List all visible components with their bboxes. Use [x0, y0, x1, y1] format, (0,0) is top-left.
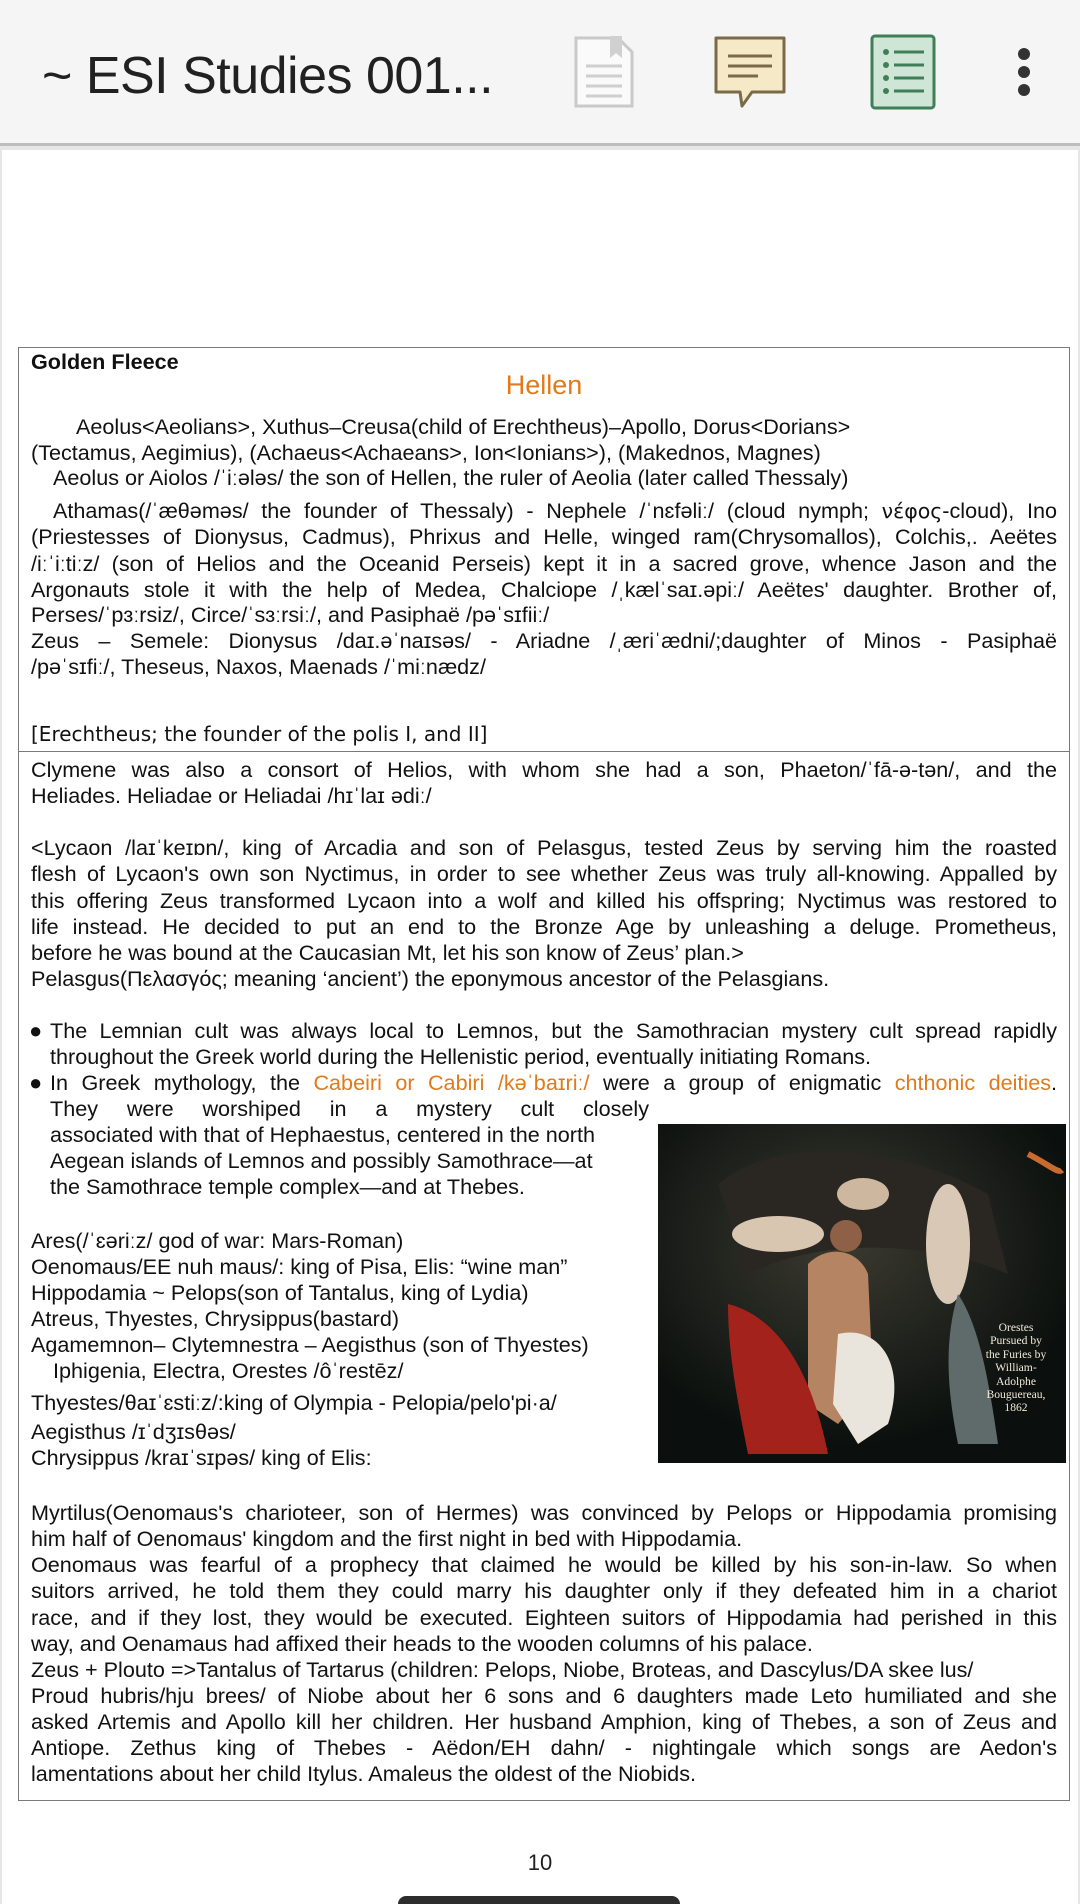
chthonic-deities-link[interactable]: chthonic deities [894, 1070, 1052, 1095]
text-line: Oenomaus was fearful of a prophecy that claimed he would be killed by his son-in-law. So when [31, 1552, 1057, 1577]
text-line: (Priestesses of Dionysus, Cadmus), Phrixus and Helle, winged ram(Chrysomallos), Colchis,. Aeëtes [31, 524, 1057, 549]
text-line: Antiope. Zethus king of Thebes - Aëdon/EH dahn/ - nightingale which songs are Aedon's [31, 1735, 1057, 1760]
text-line: Hippodamia ~ Pelops(son of Tantalus, king of Lydia) [31, 1280, 529, 1305]
more-options-icon[interactable] [1004, 32, 1044, 112]
text-line: before he was bound at the Caucasian Mt, let his son know of Zeus’ plan.> [31, 940, 744, 965]
text-line: Oenomaus/EE nuh maus/: king of Pisa, Elis: “wine man” [31, 1254, 568, 1279]
text-line: Aeolus or Aiolos /ˈiːələs/ the son of Hellen, the ruler of Aeolia (later called Thessaly) [53, 465, 849, 490]
text-line: Iphigenia, Electra, Orestes /ôˈrestēz/ [53, 1358, 404, 1383]
painting-caption [974, 1321, 1058, 1415]
comment-icon[interactable] [712, 32, 788, 112]
text-line: Thyestes/θaɪˈɛstiːz/:king of Olympia - Pelopia/pelo'pi·a/ [31, 1390, 557, 1415]
bottom-sheet-handle[interactable] [398, 1896, 680, 1904]
caption-line: Orestes [998, 1321, 1034, 1334]
cabeiri-link[interactable]: Cabeiri or Cabiri /kəˈbaɪriː/ [313, 1070, 590, 1095]
text-line: flesh of Lycaon's own son Nyctimus, in order to see whether Zeus was truly all-knowing. Appalled by [31, 861, 1057, 886]
text-line: suitors arrived, he told them they could marry his daughter only if they defeated him in a chariot [31, 1578, 1057, 1603]
text-line: Atreus, Thyestes, Chrysippus(bastard) [31, 1306, 400, 1331]
table-divider [19, 751, 1069, 752]
text-line: They were worshiped in a mystery cult closely [50, 1096, 649, 1121]
text-line: Myrtilus(Oenomaus's charioteer, son of Hermes) was convinced by Pelops or Hippodamia promising [31, 1500, 1057, 1525]
text-line: Clymene was also a consort of Helios, with whom she had a son, Phaeton/ˈfā-ə-tən/, and the [31, 757, 1057, 782]
text-line: Proud hubris/hju brees/ of Niobe about her 6 sons and 6 daughters made Leto humiliated and she [31, 1683, 1057, 1708]
text-line: life instead. He decided to put an end to the Bronze Age by unleashing a deluge. Prometheus, [31, 914, 1057, 939]
text-line: Argonauts stole it with the help of Medea, Chalciope /ˌkælˈsaɪ.əpiː/ Aeëtes' daughter. Brother of, [31, 577, 1057, 602]
painting-image [658, 1124, 1066, 1463]
text-line: this offering Zeus transformed Lycaon into a wolf and killed his offspring; Nyctimus was restored to [31, 888, 1057, 913]
text-line: asked Artemis and Apollo kill her children. Her husband Amphion, king of Thebes, a son of Zeus and [31, 1709, 1057, 1734]
text-line: him half of Oenomaus' kingdom and the first night in bed with Hippodamia. [31, 1526, 743, 1551]
text-line: lamentations about her child Itylus. Amaleus the oldest of the Niobids. [31, 1761, 696, 1786]
text-line: Athamas(/ˈæθəməs/ the founder of Thessaly) - Nephele /ˈnɛfəliː/ (cloud nymph; νέφος-cloud), Ino [53, 498, 1057, 523]
document-title[interactable]: ~ ESI Studies 001... [42, 47, 494, 105]
text-line: Perses/ˈpɜːrsiz/, Circe/ˈsɜːrsiː/, and Pasiphaë /pəˈsɪfiiː/ [31, 602, 550, 627]
text-line: <Lycaon /laɪˈkeɪɒn/, king of Arcadia and son of Pelasgus, tested Zeus by serving him the roasted [31, 835, 1057, 860]
caption-line: Pursued by [990, 1334, 1042, 1348]
text-line: Aeolus<Aeolians>, Xuthus–Creusa(child of Erechtheus)–Apollo, Dorus<Dorians> [76, 414, 851, 439]
text-line: Pelasgus(Πελασγός; meaning ‘ancient’) the eponymous ancestor of the Pelasgians. [31, 966, 830, 991]
text-line: In Greek mythology, the Cabeiri or Cabiri /kəˈbaɪriː/ were a group of enigmatic chthonic deities. [50, 1070, 1058, 1095]
text-line: Ares(/ˈɛəriːz/ god of war: Mars-Roman) [31, 1228, 404, 1253]
app-toolbar [0, 0, 1080, 146]
text-line: associated with that of Hephaestus, centered in the north [50, 1122, 595, 1147]
text-line: [Erechtheus; the founder of the polis I, and II] [31, 722, 488, 746]
text-line: throughout the Greek world during the Hellenistic period, eventually initiating Romans. [50, 1044, 872, 1069]
text-line: /pəˈsɪfiː/, Theseus, Naxos, Maenads /ˈmiːnædz/ [31, 654, 486, 679]
text-line: Chrysippus /kraɪˈsɪpəs/ king of Elis: [31, 1445, 372, 1470]
text-line: /iːˈiːtiːz/ (son of Helios and the Oceanid Perseis) kept it in a sacred grove, whence Jason and the [31, 551, 1057, 576]
text-line: race, and if they lost, they would be executed. Eighteen suitors of Hippodamia had perished in this [31, 1605, 1057, 1630]
caption-line: Bouguereau, [986, 1388, 1046, 1402]
caption-line: the Furies by [985, 1347, 1047, 1361]
page-number: 10 [527, 1850, 553, 1875]
text-line: Agamemnon– Clytemnestra – Aegisthus (son of Thyestes) [31, 1332, 589, 1357]
text-line: Aegisthus /ɪˈdʒɪsθəs/ [31, 1419, 236, 1444]
caption-line: Adolphe [996, 1374, 1036, 1388]
page-view-icon[interactable] [566, 32, 642, 112]
caption-line: 1862 [1004, 1401, 1028, 1415]
text-line: way, and Oenamaus had affixed their heads to the wooden columns of his palace. [31, 1631, 813, 1656]
page-content-box [18, 347, 1070, 1801]
text-line: Zeus – Semele: Dionysus /daɪ.əˈnaɪsəs/ - Ariadne /ˌæriˈædni/;daughter of Minos - Pasiphaë [31, 628, 1057, 653]
hellen-heading: Hellen [505, 370, 583, 400]
text-line: The Lemnian cult was always local to Lemnos, but the Samothracian mystery cult spread rapidly [50, 1018, 1057, 1043]
bullet-icon: ● [29, 1070, 43, 1095]
document-page[interactable] [2, 150, 1078, 1904]
text-line: (Tectamus, Aegimius), (Achaeus<Achaeans>, Ion<Ionians>), (Makednos, Magnes) [31, 440, 821, 465]
text-line: Zeus + Plouto =>Tantalus of Tartarus (children: Pelops, Niobe, Broteas, and Dascylus/DA skee lus/ [31, 1657, 974, 1682]
section-heading: Golden Fleece [31, 349, 179, 374]
text-line: the Samothrace temple complex—and at Thebes. [50, 1174, 525, 1199]
bullet-icon: ● [29, 1018, 43, 1043]
caption-line: William- [995, 1361, 1037, 1375]
text-line: Aegean islands of Lemnos and possibly Samothrace—at [50, 1148, 593, 1173]
text-line: Heliades. Heliadae or Heliadai /hɪˈlaɪ ədiː/ [31, 783, 432, 808]
outline-list-icon[interactable] [866, 32, 942, 112]
